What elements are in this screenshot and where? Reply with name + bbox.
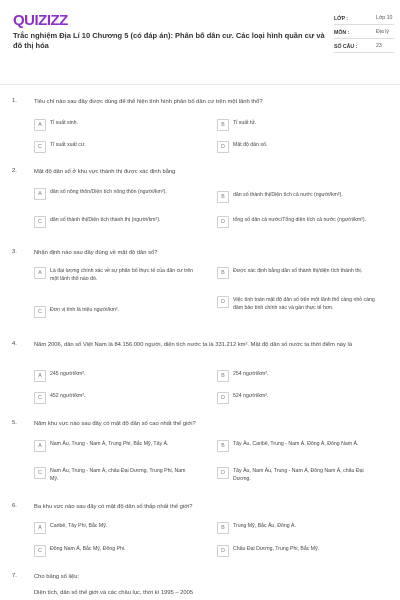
option-text: Đơn vị tính là triệu người/km². xyxy=(50,307,120,313)
option-b[interactable] xyxy=(217,371,382,382)
quizizz-logo: QUIZIZZ xyxy=(13,12,68,29)
question-text: Cho bảng số liệu: xyxy=(34,574,80,580)
option-a[interactable] xyxy=(34,189,194,200)
option-letter: C xyxy=(34,392,46,404)
option-letter: A xyxy=(34,440,46,452)
option-text: dân số nông thôn/Diện tích nông thôn (người/km²). xyxy=(50,189,167,195)
option-b[interactable] xyxy=(217,120,382,131)
question-number: 3. xyxy=(12,249,17,255)
option-letter: D xyxy=(217,545,229,557)
option-letter: C xyxy=(34,545,46,557)
option-letter: A xyxy=(34,267,46,279)
option-text: Trung Mỹ, Bắc Âu, Đông Á. xyxy=(233,523,296,529)
option-letter: A xyxy=(34,370,46,382)
question-number: 7. xyxy=(12,573,17,579)
option-letter: D xyxy=(217,467,229,479)
option-letter: B xyxy=(217,191,229,203)
question-text: Mật độ dân số ở khu vực thành thị được xác định bằng xyxy=(34,169,176,175)
question-text: Nhận định nào sau đây đúng về mật độ dân số? xyxy=(34,250,158,256)
option-text: tổng số dân cả nước/Tổng diện tích cả nước (người/km²). xyxy=(233,217,367,223)
option-d[interactable] xyxy=(217,468,382,483)
meta-subject-row xyxy=(334,29,394,39)
meta-class-value: Lớp 10 xyxy=(376,15,393,21)
option-b[interactable] xyxy=(217,268,382,279)
header-divider xyxy=(0,84,400,85)
document-meta xyxy=(334,15,394,57)
option-text: Tây Âu, Caribê, Trung - Nam Á, Đông Á, Đông Nam Á. xyxy=(233,441,359,447)
option-letter: D xyxy=(217,392,229,404)
question-number: 2. xyxy=(12,168,17,174)
option-text: Được xác định bằng dân số thành thị/diện tích thành thị. xyxy=(233,268,363,274)
option-letter: D xyxy=(217,296,229,308)
meta-subject-value: Địa lý xyxy=(376,29,389,35)
option-text: Là đại lượng chính xác về sự phân bố thực tế của dân cư trên một lãnh thổ nào đó. xyxy=(50,268,194,282)
option-text: 524 người/km². xyxy=(233,393,269,399)
option-letter: B xyxy=(217,267,229,279)
option-letter: D xyxy=(217,141,229,153)
option-text: 254 người/km². xyxy=(233,371,269,377)
option-text: Mật độ dân số. xyxy=(233,142,268,148)
option-text: Nam Âu, Trung - Nam Á, Trung Phi, Bắc Mỹ, Tây Á. xyxy=(50,441,169,447)
option-text: Châu Đại Dương, Trung Phi, Bắc Mỹ. xyxy=(233,546,320,552)
option-d[interactable] xyxy=(217,142,382,153)
question-number: 1. xyxy=(12,98,17,104)
meta-class-label: LỚP : xyxy=(334,16,349,22)
option-text: Tỉ suất sinh. xyxy=(50,120,78,126)
meta-count-label: SỐ CÂU : xyxy=(334,44,358,50)
option-c[interactable] xyxy=(34,142,194,153)
option-b[interactable] xyxy=(217,192,382,203)
question-number: 5. xyxy=(12,420,17,426)
option-letter: D xyxy=(217,216,229,228)
question-text: Ba khu vực nào sau đây có mật độ dân số thấp nhất thế giới? xyxy=(34,504,193,510)
question-text: Tiêu chí nào sau đây được dùng để thể hiện tình hình phân bố dân cư trên một lãnh thổ? xyxy=(34,99,263,105)
option-d[interactable] xyxy=(217,297,382,312)
meta-count-value: 23 xyxy=(376,43,382,49)
option-letter: C xyxy=(34,141,46,153)
option-letter: B xyxy=(217,370,229,382)
option-d[interactable] xyxy=(217,217,382,228)
option-c[interactable] xyxy=(34,393,194,404)
meta-count-row xyxy=(334,43,394,53)
option-text: Caribê, Tây Phi, Bắc Mỹ. xyxy=(50,523,108,529)
option-text: dân số thành thị/Diện tích thành thị (người/km²). xyxy=(50,217,161,223)
option-d[interactable] xyxy=(217,393,382,404)
option-letter: C xyxy=(34,216,46,228)
option-a[interactable] xyxy=(34,371,194,382)
option-c[interactable] xyxy=(34,546,194,557)
option-text: dân số thành thị/Diện tích cả nước (người/km²). xyxy=(233,192,343,198)
option-a[interactable] xyxy=(34,268,194,283)
question-text: Năm 2006, dân số Việt Nam là 84.156.000 người, diện tích nước ta là 331.212 km². Mật độ dân số nước ta thời điểm này là xyxy=(34,342,353,348)
option-letter: B xyxy=(217,522,229,534)
question-text: Năm khu vực nào sau đây có mật độ dân số cao nhất thế giới? xyxy=(34,421,196,427)
option-d[interactable] xyxy=(217,546,382,557)
option-text: 452 người/km². xyxy=(50,393,86,399)
option-text: Nam Âu, Trung - Nam Á, châu Đại Dương, Trung Phi, Nam Mỹ. xyxy=(50,468,186,482)
question-number: 6. xyxy=(12,503,17,509)
option-letter: A xyxy=(34,522,46,534)
option-text: Đông Nam Á, Bắc Mỹ, Đông Phi. xyxy=(50,546,126,552)
option-letter: A xyxy=(34,188,46,200)
table-caption: Diện tích, dân số thế giới và các châu lục, thời kì 1995 – 2005 xyxy=(34,590,194,596)
option-text: Việc tính toán mật độ dân số trên một lãnh thổ càng nhỏ càng đảm bảo tính chính xác và gần thực tế hơn. xyxy=(233,297,375,311)
option-a[interactable] xyxy=(34,523,194,534)
option-b[interactable] xyxy=(217,523,382,534)
option-letter: C xyxy=(34,467,46,479)
option-text: Tây Âu, Nam Âu, Trung - Nam Á, Đông Nam Á, châu Đại Dương. xyxy=(233,468,364,482)
meta-subject-label: MÔN : xyxy=(334,30,350,36)
question-number: 4. xyxy=(12,341,17,347)
option-letter: C xyxy=(34,306,46,318)
option-a[interactable] xyxy=(34,441,194,452)
option-letter: B xyxy=(217,119,229,131)
option-b[interactable] xyxy=(217,441,382,452)
meta-class-row xyxy=(334,15,394,25)
option-text: Tỉ suất tử. xyxy=(233,120,257,126)
option-text: 245 người/km². xyxy=(50,371,86,377)
option-a[interactable] xyxy=(34,120,194,131)
option-c[interactable] xyxy=(34,468,194,483)
option-text: Tỉ suất xuất cư. xyxy=(50,142,86,148)
option-letter: B xyxy=(217,440,229,452)
option-c[interactable] xyxy=(34,217,194,228)
option-letter: A xyxy=(34,119,46,131)
document-title: Trắc nghiệm Địa Lí 10 Chương 5 (có đáp án): Phân bố dân cư. Các loại hình quần cư và đô thị hóa xyxy=(13,31,325,50)
option-c[interactable] xyxy=(34,307,194,318)
